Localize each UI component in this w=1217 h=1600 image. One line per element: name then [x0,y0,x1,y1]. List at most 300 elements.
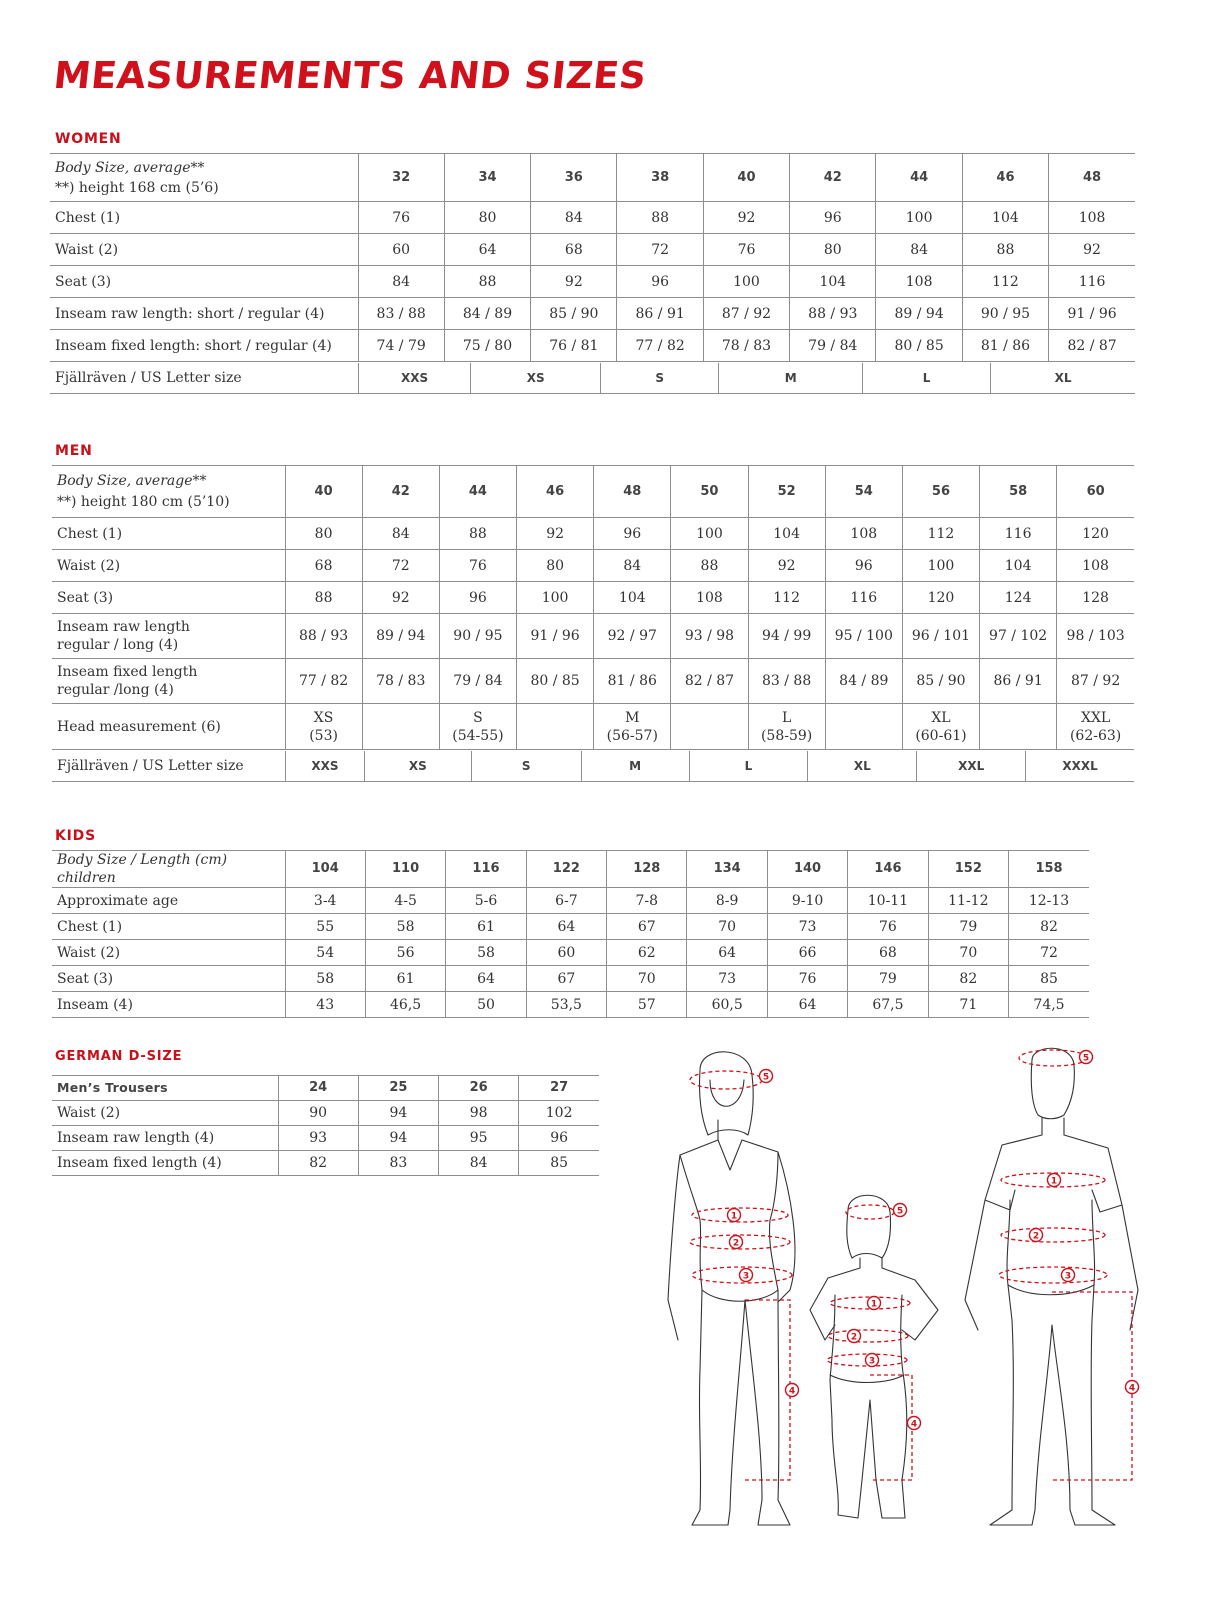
women-letter-size: S [600,363,718,393]
women-cell: 84 [876,234,962,266]
women-cell: 92 [531,266,617,298]
women-heading: WOMEN [55,131,122,147]
women-row-label: Waist (2) [50,234,358,266]
kids-table-row [52,992,1089,1018]
men-letter-size: S [471,751,581,781]
kids-cell: 70 [687,914,767,940]
men-letter-size-label: Fjällräven / US Letter size [52,750,285,782]
men-head-cell [902,704,979,750]
men-header-row [52,466,1134,518]
kids-cell: 53,5 [526,992,606,1018]
women-size-header: 38 [617,154,703,202]
women-table-row [50,234,1135,266]
kids-cell: 70 [928,940,1008,966]
men-head-cell [594,704,671,750]
men-letter-size: XXS [285,751,364,781]
men-size-header: 60 [1057,466,1134,518]
women-cell: 88 [962,234,1048,266]
men-head-range: (58-59) [760,727,813,744]
women-cell: 96 [790,202,876,234]
men-cell: 83 / 88 [748,659,825,704]
kids-cell: 55 [285,914,365,940]
kids-header-row [52,851,1089,888]
men-cell: 84 [362,518,439,550]
german-cell: 94 [358,1101,438,1126]
kids-cell: 61 [446,914,526,940]
men-head-range: (53) [309,727,338,744]
women-cell: 90 / 95 [962,298,1048,330]
men-cell: 80 [285,518,362,550]
men-cell: 108 [671,582,748,614]
kids-row-label: Chest (1) [52,914,285,940]
women-cell: 91 / 96 [1049,298,1135,330]
german-cell: 102 [519,1101,599,1126]
women-cell: 82 / 87 [1049,330,1135,362]
men-head-size: XS [313,709,334,726]
men-cell: 92 / 97 [594,614,671,659]
men-size-header: 50 [671,466,748,518]
measurement-marker-label: 2 [850,1332,858,1343]
men-cell: 91 / 96 [517,614,594,659]
women-size-header: 46 [962,154,1048,202]
german-row-label: Inseam fixed length (4) [52,1151,278,1176]
women-header-label [50,154,358,202]
women-cell: 104 [962,202,1048,234]
kids-cell: 12-13 [1009,888,1089,914]
women-size-header: 36 [531,154,617,202]
men-head-cell [362,704,439,750]
men-size-header: 40 [285,466,362,518]
kids-cell: 57 [607,992,687,1018]
women-size-header: 40 [703,154,789,202]
men-head-label: Head measurement (6) [52,704,285,750]
men-cell: 82 / 87 [671,659,748,704]
women-size-header: 32 [358,154,444,202]
measurement-marker-label: 4 [1128,1383,1136,1394]
men-cell: 93 / 98 [671,614,748,659]
men-head-cell [517,704,594,750]
measurement-marker-label: 4 [788,1386,796,1397]
men-size-header: 48 [594,466,671,518]
men-cell: 104 [594,582,671,614]
men-row-label-line2: regular / long (4) [57,637,179,653]
measurement-marker-label: 5 [762,1072,770,1083]
men-cell: 88 / 93 [285,614,362,659]
women-cell: 96 [617,266,703,298]
kids-table-row [52,940,1089,966]
kids-table-row [52,914,1089,940]
men-cell: 86 / 91 [980,659,1057,704]
men-size-header: 42 [362,466,439,518]
men-size-header: 56 [902,466,979,518]
women-cell: 76 [358,202,444,234]
women-cell: 64 [444,234,530,266]
page-title: MEASUREMENTS AND SIZES [51,54,649,97]
measurement-marker-label: 5 [896,1206,904,1217]
kids-size-table [52,850,1089,1018]
german-header-label: Men’s Trousers [52,1076,278,1101]
men-row-label: Seat (3) [52,582,285,614]
men-cell: 77 / 82 [285,659,362,704]
women-row-label: Inseam fixed length: short / regular (4) [50,330,358,362]
men-cell: 108 [1057,550,1134,582]
women-table-row [50,266,1135,298]
men-head-cell [1057,704,1134,750]
kids-cell: 66 [767,940,847,966]
women-cell: 80 [444,202,530,234]
men-head-cell [748,704,825,750]
kids-cell: 71 [928,992,1008,1018]
measurement-marker-label: 2 [732,1238,740,1249]
kids-size-header: 110 [365,851,445,888]
men-cell: 100 [902,550,979,582]
men-cell: 68 [285,550,362,582]
kids-cell: 70 [607,966,687,992]
german-cell: 84 [439,1151,519,1176]
women-letter-size: M [718,363,862,393]
women-cell: 75 / 80 [444,330,530,362]
men-size-header: 52 [748,466,825,518]
men-cell: 116 [980,518,1057,550]
women-row-label: Inseam raw length: short / regular (4) [50,298,358,330]
kids-cell: 76 [767,966,847,992]
german-size-table [52,1075,599,1176]
women-cell: 89 / 94 [876,298,962,330]
women-cell: 74 / 79 [358,330,444,362]
women-cell: 104 [790,266,876,298]
men-cell: 88 [671,550,748,582]
women-cell: 77 / 82 [617,330,703,362]
kids-cell: 8-9 [687,888,767,914]
kids-cell: 58 [285,966,365,992]
women-cell: 86 / 91 [617,298,703,330]
women-cell: 79 / 84 [790,330,876,362]
measurement-marker-label: 3 [742,1271,750,1282]
men-cell: 108 [825,518,902,550]
women-letter-size: L [862,363,990,393]
women-letter-size-label: Fjällräven / US Letter size [50,362,358,394]
women-size-header: 34 [444,154,530,202]
men-head-size: M [625,709,640,726]
men-size-header: 58 [980,466,1057,518]
german-row-label: Inseam raw length (4) [52,1126,278,1151]
men-row-label [52,614,285,659]
kids-cell: 43 [285,992,365,1018]
kids-cell: 50 [446,992,526,1018]
men-cell: 97 / 102 [980,614,1057,659]
women-cell: 78 / 83 [703,330,789,362]
men-cell: 78 / 83 [362,659,439,704]
women-cell: 72 [617,234,703,266]
men-cell: 88 [439,518,516,550]
woman-figure [668,1052,795,1525]
german-size-header: 24 [278,1076,358,1101]
german-cell: 98 [439,1101,519,1126]
measurement-marker-label: 1 [730,1211,738,1222]
kids-cell: 68 [848,940,928,966]
women-cell: 108 [1049,202,1135,234]
women-cell: 80 [790,234,876,266]
men-letter-size-row [52,750,1134,782]
women-cell: 112 [962,266,1048,298]
kids-cell: 73 [687,966,767,992]
men-cell: 96 / 101 [902,614,979,659]
german-table-row [52,1126,599,1151]
men-head-row [52,704,1134,750]
kids-cell: 56 [365,940,445,966]
measurement-marker-label: 5 [1082,1053,1090,1064]
men-cell: 100 [671,518,748,550]
german-heading: GERMAN D-SIZE [55,1049,183,1064]
women-cell: 87 / 92 [703,298,789,330]
kids-cell: 7-8 [607,888,687,914]
german-cell: 94 [358,1126,438,1151]
women-cell: 60 [358,234,444,266]
men-cell: 84 / 89 [825,659,902,704]
women-cell: 108 [876,266,962,298]
men-heading: MEN [55,443,93,459]
men-cell: 92 [748,550,825,582]
women-table-row [50,202,1135,234]
men-cell: 94 / 99 [748,614,825,659]
german-header-row [52,1076,599,1101]
man-figure [965,1048,1138,1525]
men-table-row [52,582,1134,614]
men-cell: 112 [748,582,825,614]
men-letter-size: M [581,751,689,781]
men-cell: 95 / 100 [825,614,902,659]
german-size-header: 25 [358,1076,438,1101]
men-cell: 90 / 95 [439,614,516,659]
kids-size-header: 134 [687,851,767,888]
men-cell: 81 / 86 [594,659,671,704]
women-header-line1: Body Size, average** [55,159,205,176]
men-row-label [52,659,285,704]
women-cell: 88 / 93 [790,298,876,330]
men-size-header: 44 [439,466,516,518]
men-table-row [52,550,1134,582]
kids-cell: 11-12 [928,888,1008,914]
women-table-row [50,298,1135,330]
kids-size-header: 146 [848,851,928,888]
german-row-label: Waist (2) [52,1101,278,1126]
german-size-header: 27 [519,1076,599,1101]
men-size-header: 46 [517,466,594,518]
men-head-cell [825,704,902,750]
kids-cell: 82 [928,966,1008,992]
kids-cell: 6-7 [526,888,606,914]
women-row-label: Chest (1) [50,202,358,234]
measurement-marker-label: 3 [868,1356,876,1367]
kids-header-label: Body Size / Length (cm) children [52,851,285,888]
men-header-line1: Body Size, average** [57,472,207,489]
kids-cell: 67,5 [848,992,928,1018]
men-cell: 85 / 90 [902,659,979,704]
men-cell: 92 [517,518,594,550]
men-cell: 100 [517,582,594,614]
kids-cell: 10-11 [848,888,928,914]
women-letter-size: XS [470,363,600,393]
kids-cell: 46,5 [365,992,445,1018]
men-letter-size: L [689,751,808,781]
men-head-cell [285,704,362,750]
kids-size-header: 104 [285,851,365,888]
kids-cell: 5-6 [446,888,526,914]
women-cell: 116 [1049,266,1135,298]
kids-row-label: Waist (2) [52,940,285,966]
men-head-size: L [781,709,792,726]
men-head-size: XL [931,709,951,726]
measurement-marker-label: 2 [1032,1231,1040,1242]
kids-size-header: 128 [607,851,687,888]
women-cell: 83 / 88 [358,298,444,330]
german-cell: 85 [519,1151,599,1176]
men-cell: 104 [980,550,1057,582]
women-cell: 76 / 81 [531,330,617,362]
women-header-line2: **) height 168 cm (5’6) [55,179,219,196]
men-cell: 124 [980,582,1057,614]
men-letter-size-cells [285,750,1134,782]
men-head-range: (62-63) [1069,727,1122,744]
women-cell: 68 [531,234,617,266]
kids-cell: 82 [1009,914,1089,940]
men-head-range: (56-57) [606,727,658,744]
men-letter-size: XXXL [1025,751,1134,781]
women-letter-size-row [50,362,1135,394]
men-letter-size: XXL [916,751,1025,781]
men-cell: 96 [594,518,671,550]
kids-cell: 64 [767,992,847,1018]
men-table-row [52,518,1134,550]
kids-cell: 79 [848,966,928,992]
men-table-row [52,614,1134,659]
measurement-marker-label: 3 [1064,1271,1072,1282]
german-table-row [52,1151,599,1176]
women-header-row [50,154,1135,202]
kids-heading: KIDS [55,828,96,844]
kids-size-header: 140 [767,851,847,888]
men-cell: 76 [439,550,516,582]
men-cell: 104 [748,518,825,550]
german-cell: 90 [278,1101,358,1126]
kids-cell: 60 [526,940,606,966]
men-head-size: XXL [1080,709,1111,726]
women-cell: 85 / 90 [531,298,617,330]
kids-row-label: Approximate age [52,888,285,914]
kids-cell: 72 [1009,940,1089,966]
men-row-label-line1: Inseam fixed length [57,664,198,680]
men-cell: 96 [439,582,516,614]
men-cell: 112 [902,518,979,550]
body-measurement-figures [660,1040,1160,1530]
men-cell: 128 [1057,582,1134,614]
kids-cell: 64 [446,966,526,992]
kids-row-label: Seat (3) [52,966,285,992]
men-cell: 80 [517,550,594,582]
women-cell: 80 / 85 [876,330,962,362]
men-header-label [52,466,285,518]
men-size-header: 54 [825,466,902,518]
women-cell: 88 [617,202,703,234]
women-cell: 88 [444,266,530,298]
men-head-cell [439,704,516,750]
men-cell: 88 [285,582,362,614]
kids-cell: 85 [1009,966,1089,992]
kids-cell: 60,5 [687,992,767,1018]
men-head-range: (60-61) [915,727,967,744]
women-cell: 84 / 89 [444,298,530,330]
german-cell: 83 [358,1151,438,1176]
women-cell: 84 [531,202,617,234]
men-cell: 80 / 85 [517,659,594,704]
kids-cell: 76 [848,914,928,940]
measurement-marker-label: 4 [910,1419,918,1430]
kids-cell: 67 [526,966,606,992]
kids-cell: 58 [365,914,445,940]
women-cell: 81 / 86 [962,330,1048,362]
women-cell: 92 [703,202,789,234]
men-cell: 96 [825,550,902,582]
men-row-label: Chest (1) [52,518,285,550]
men-cell: 116 [825,582,902,614]
kids-row-label: Inseam (4) [52,992,285,1018]
men-letter-size: XS [364,751,471,781]
men-size-table [52,465,1134,782]
kids-size-header: 152 [928,851,1008,888]
men-cell: 79 / 84 [439,659,516,704]
german-size-header: 26 [439,1076,519,1101]
kids-table-row [52,966,1089,992]
kids-cell: 74,5 [1009,992,1089,1018]
men-row-label-line2: regular /long (4) [57,682,174,698]
kids-table-row [52,888,1089,914]
women-letter-size-cells [358,362,1135,394]
women-cell: 100 [703,266,789,298]
women-size-header: 42 [790,154,876,202]
german-cell: 93 [278,1126,358,1151]
women-letter-size: XL [990,363,1135,393]
kids-cell: 64 [526,914,606,940]
women-table-row [50,330,1135,362]
men-head-size: S [473,709,483,726]
men-cell: 84 [594,550,671,582]
kids-size-header: 122 [526,851,606,888]
women-size-header: 48 [1049,154,1135,202]
measurement-marker-label: 1 [1050,1176,1058,1187]
kids-cell: 73 [767,914,847,940]
men-row-label-line1: Inseam raw length [57,619,190,635]
men-header-line2: **) height 180 cm (5’10) [57,493,230,510]
women-size-header: 44 [876,154,962,202]
men-row-label: Waist (2) [52,550,285,582]
measurement-marker-label: 1 [870,1299,878,1310]
men-letter-size: XL [807,751,916,781]
german-table-row [52,1101,599,1126]
men-cell: 89 / 94 [362,614,439,659]
kids-size-header: 158 [1009,851,1089,888]
women-cell: 76 [703,234,789,266]
men-cell: 92 [362,582,439,614]
kids-cell: 79 [928,914,1008,940]
men-cell: 120 [902,582,979,614]
men-cell: 87 / 92 [1057,659,1134,704]
women-letter-size: XXS [358,363,470,393]
men-table-row [52,659,1134,704]
women-cell: 84 [358,266,444,298]
women-size-table [50,153,1135,394]
kids-cell: 3-4 [285,888,365,914]
women-cell: 92 [1049,234,1135,266]
